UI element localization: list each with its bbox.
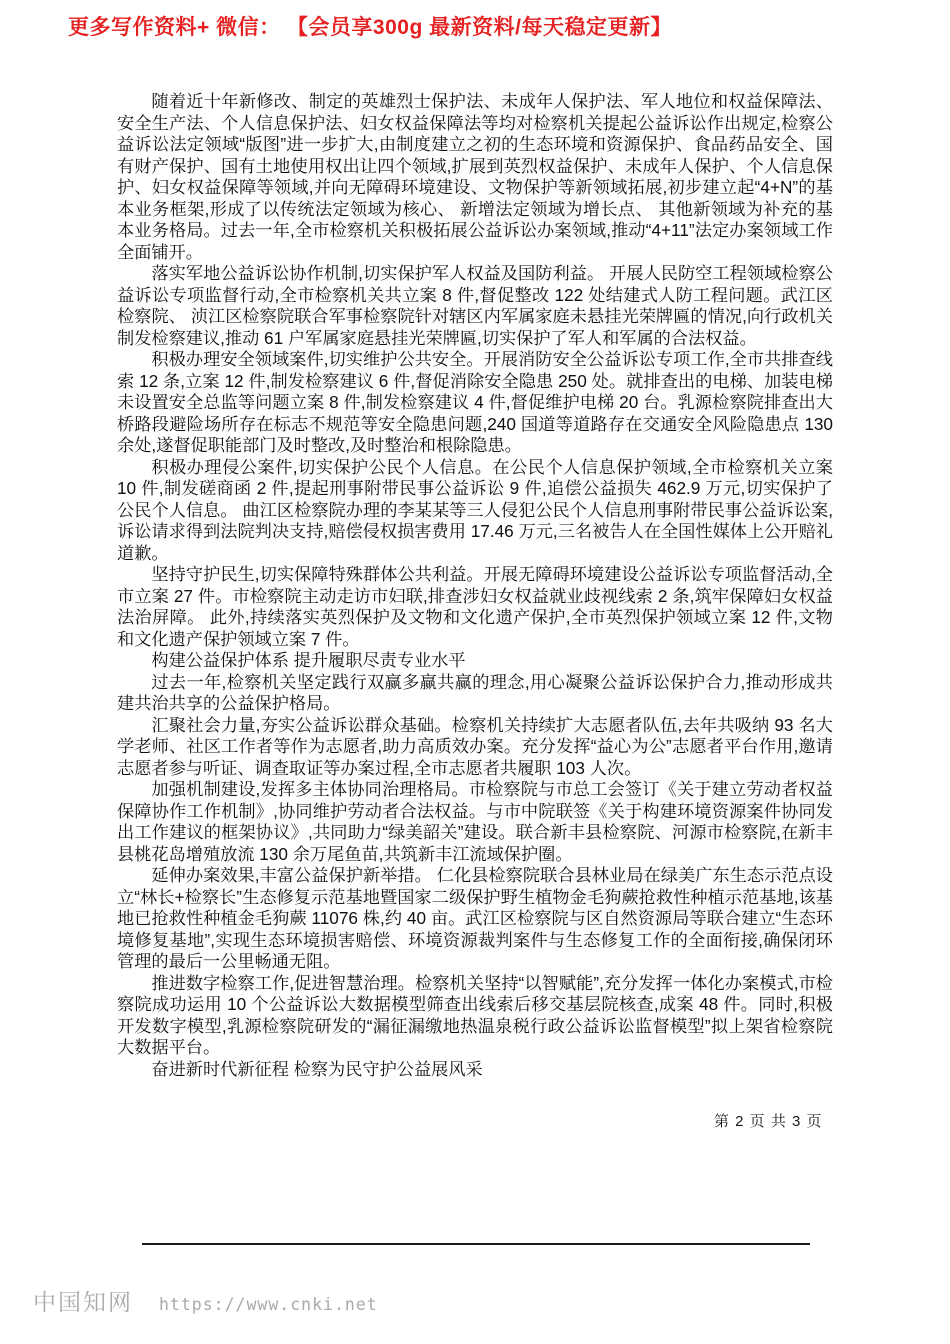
promo-banner-text: 更多写作资料+ 微信： 【会员享300g 最新资料/每天稳定更新】 xyxy=(68,16,672,39)
paragraph-win-win: 过去一年,检察机关坚定践行双赢多赢共赢的理念,用心凝聚公益诉讼保护合力,推动形成共建共治共享的公益保护格局。 xyxy=(117,671,833,713)
cnki-logo-text: 中国知网 xyxy=(33,1290,133,1316)
footer-divider-rule xyxy=(142,1243,810,1245)
document-body xyxy=(117,91,833,1080)
paragraph-mechanisms: 加强机制建设,发挥多主体协同治理格局。市检察院与市总工会签订《关于建立劳动者权益保障协作工作机制》,协同维护劳动者合法权益。与市中院联签《关于构建环境资源案件协同发出工作建议的框架协议》,共同助力“绿美韶关”建设。联合新丰县检察院、河源市检察院,在新丰县桃花岛增殖放流 130 余万尾鱼苗,共筑新丰江流域保护圈。 xyxy=(117,779,833,864)
paragraph-livelihood: 坚持守护民生,切实保障特殊群体公共利益。开展无障碍环境建设公益诉讼专项监督活动,全市立案 27 件。市检察院主动走访市妇联,排查涉妇女权益就业歧视线索 2 条,筑牢保障妇女权益法治屏障。 此外,持续落实英烈保护及文物和文化遗产保护,全市英烈保护领域立案 12 件,文物和文化遗产保护领域立案 7 件。 xyxy=(117,564,833,649)
cnki-watermark xyxy=(33,1284,378,1317)
cnki-site-url: https://www.cnki.net xyxy=(159,1295,378,1314)
page-number: 第 2 页 共 3 页 xyxy=(714,1113,823,1130)
paragraph-eco-restoration: 延伸办案效果,丰富公益保护新举措。 仁化县检察院联合县林业局在绿美广东生态示范点设立“林长+检察长”生态修复示范基地暨国家二级保护野生植物金毛狗蕨抢救性种植示范基地,该基地已抢救性种植金毛狗蕨 11076 株,约 40 亩。武江区检察院与区自然资源局等联合建立“生态环境修复基地”,实现生态环境损害赔偿、环境资源裁判案件与生态修复工作的全面衔接,确保闭环管理的最后一公里畅通无阻。 xyxy=(117,865,833,971)
paragraph-public-safety: 积极办理安全领域案件,切实维护公共安全。开展消防安全公益诉讼专项工作,全市共排查线索 12 条,立案 12 件,制发检察建议 6 件,督促消除安全隐患 250 处。就排查出的电梯、加装电梯未设置安全总监等问题立案 8 件,制发检察建议 4 件,督促维护电梯 20 台。乳源检察院排查出大桥路段避险场所存在标志不规范等安全隐患问题,240 国道等道路存在交通安全风险隐患点 130 余处,遂督促职能部门及时整改,及时整治和根除隐患。 xyxy=(117,349,833,455)
paragraph-personal-info: 积极办理侵公案件,切实保护公民个人信息。在公民个人信息保护领域,全市检察机关立案 10 件,制发磋商函 2 件,提起刑事附带民事公益诉讼 9 件,追偿公益损失 462.9 万元,切实保护了公民个人信息。 曲江区检察院办理的李某某等三人侵犯公民个人信息刑事附带民事公益诉讼案,诉讼请求得到法院判决支持,赔偿侵权损害费用 17.46 万元,三名被告人在全国性媒体上公开赔礼道歉。 xyxy=(117,456,833,563)
paragraph-digital: 推进数字检察工作,促进智慧治理。检察机关坚持“以智赋能”,充分发挥一体化办案模式,市检察院成功运用 10 个公益诉讼大数据模型筛查出线索后移交基层院核查,成案 48 件。同时,积极开发数字模型,乳源检察院研发的“漏征漏缴地热温泉税行政公益诉讼监督模型”拟上架省检察院大数据平台。 xyxy=(117,972,833,1057)
section-heading-new-era: 奋进新时代新征程 检察为民守护公益展风采 xyxy=(151,1058,483,1079)
section-heading-protection-system: 构建公益保护体系 提升履职尽责专业水平 xyxy=(151,650,466,670)
paragraph-legal-domains: 随着近十年新修改、制定的英雄烈士保护法、未成年人保护法、军人地位和权益保障法、安全生产法、个人信息保护法、妇女权益保障法等均对检察机关提起公益诉讼作出规定,检察公益诉讼法定领域“版图”进一步扩大,由制度建立之初的生态环境和资源保护、食品药品安全、国有财产保护、国有土地使用权出让四个领域,扩展到英烈权益保护、未成年人保护、个人信息保护、妇女权益保障等领域,并向无障碍环境建设、文物保护等新领域拓展,初步建立起“4+N”的基本业务框架,形成了以传统法定领域为核心、 新增法定领域为增长点、 其他新领域为补充的基本业务格局。过去一年,全市检察机关积极拓展公益诉讼办案领域,推动“4+11”法定办案领域工作全面铺开。 xyxy=(117,91,833,262)
paragraph-volunteers: 汇聚社会力量,夯实公益诉讼群众基础。检察机关持续扩大志愿者队伍,去年共吸纳 93 名大学老师、社区工作者等作为志愿者,助力高质效办案。充分发挥“益心为公”志愿者平台作用,邀请志愿者参与听证、调查取证等办案过程,全市志愿者共履职 103 人次。 xyxy=(117,714,833,778)
paragraph-military: 落实军地公益诉讼协作机制,切实保护军人权益及国防利益。 开展人民防空工程领域检察公益诉讼专项监督行动,全市检察机关共立案 8 件,督促整改 122 处结建式人防工程问题。武江区检察院、 浈江区检察院联合军事检察院针对辖区内军属家庭未悬挂光荣牌匾的情况,向行政机关制发检察建议,推动 61 户军属家庭悬挂光荣牌匾,切实保护了军人和军属的合法权益。 xyxy=(117,263,833,348)
